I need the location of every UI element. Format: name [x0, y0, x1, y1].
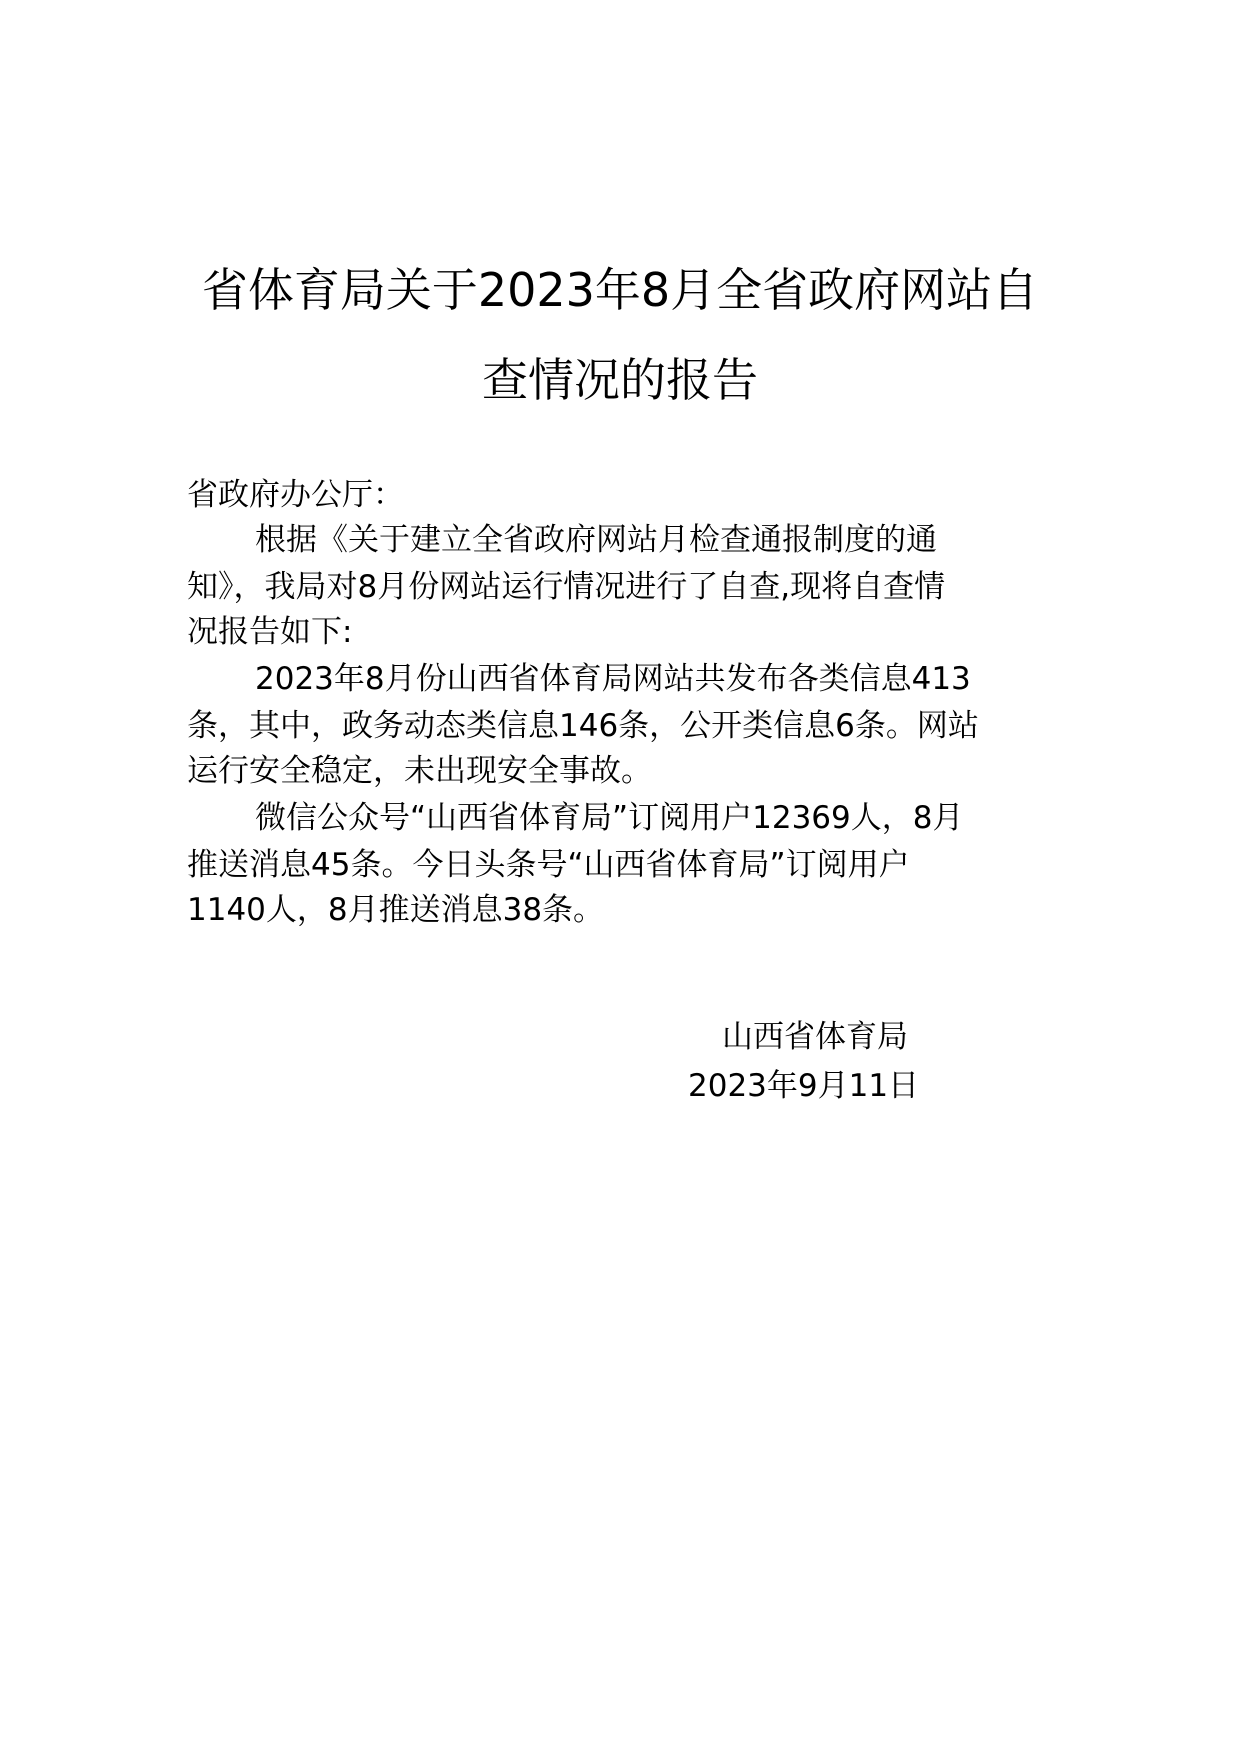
paragraph-line: 运行安全稳定，未出现安全事故。 — [187, 753, 652, 789]
paragraph-line: 况报告如下: — [187, 614, 353, 650]
paragraph-line: 微信公众号“山西省体育局”订阅用户12369人，8月 — [255, 800, 964, 836]
document-title-line-2: 查情况的报告 — [482, 353, 758, 407]
paragraph-line: 推送消息45条。今日头条号“山西省体育局”订阅用户 — [187, 847, 910, 883]
paragraph-line: 根据《关于建立全省政府网站月检查通报制度的通 — [255, 522, 937, 558]
signature-date: 2023年9月11日 — [688, 1068, 920, 1104]
document-title-line-1: 省体育局关于2023年8月全省政府网站自 — [201, 263, 1039, 317]
salutation: 省政府办公厅： — [187, 477, 404, 513]
signature-organization: 山西省体育局 — [722, 1019, 908, 1055]
paragraph-line: 2023年8月份山西省体育局网站共发布各类信息413 — [255, 661, 971, 697]
paragraph-line: 条，其中，政务动态类信息146条，公开类信息6条。网站 — [187, 708, 979, 744]
paragraph-line: 1140人，8月推送消息38条。 — [187, 892, 605, 928]
paragraph-line: 知》，我局对8月份网站运行情况进行了自查,现将自查情 — [187, 569, 946, 605]
